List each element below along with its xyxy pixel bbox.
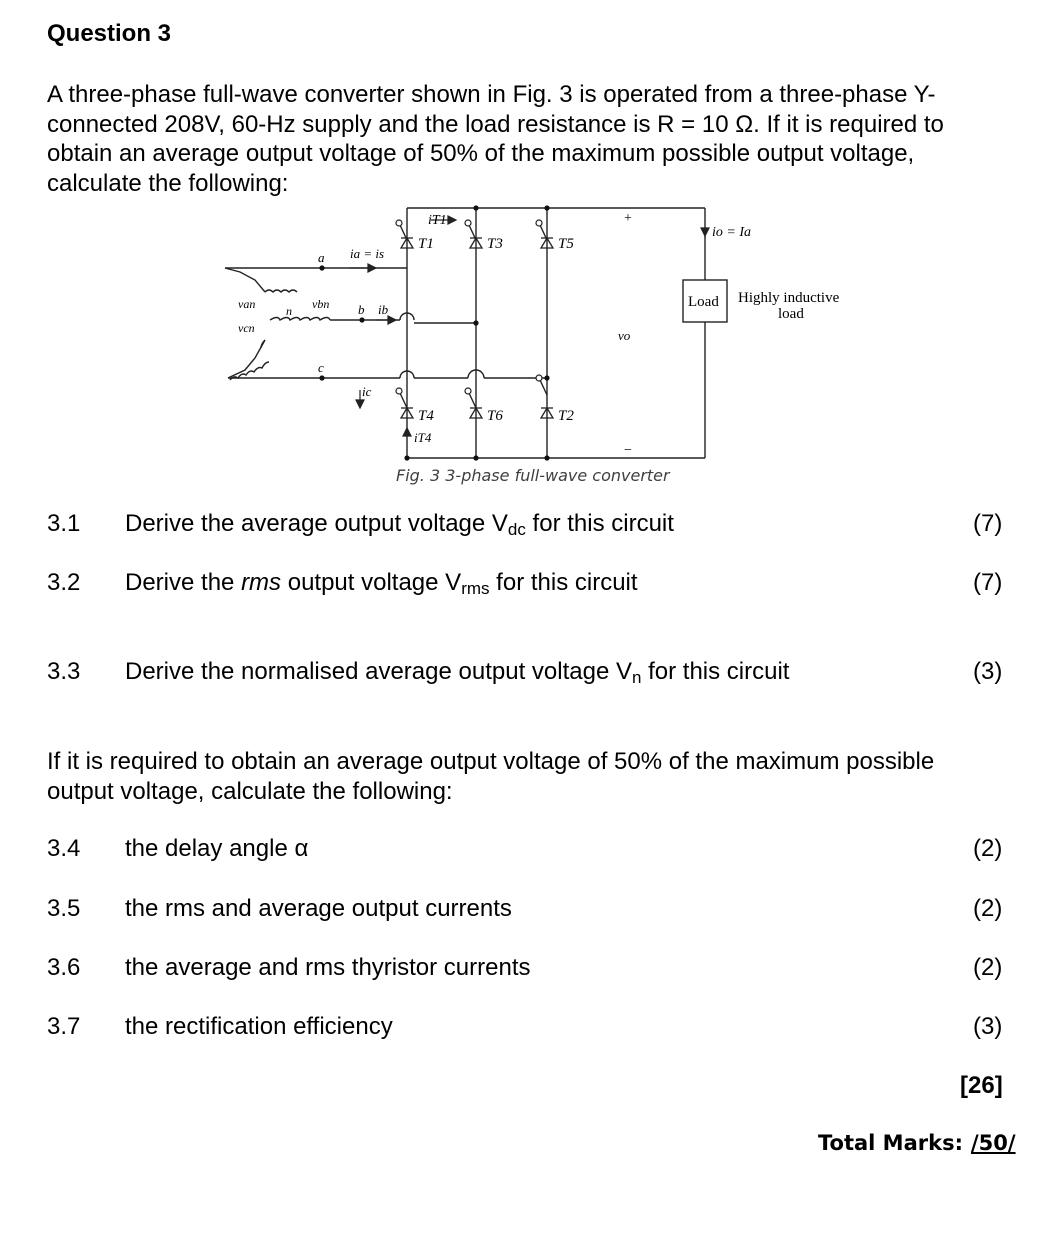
label-t2: T2 <box>558 408 574 424</box>
part-3-1-number: 3.1 <box>47 510 81 537</box>
label-vbn: vbn <box>312 297 330 311</box>
second-intro-line-1: If it is required to obtain an average output voltage of 50% of the maximum possible <box>47 748 935 775</box>
label-t6: T6 <box>487 408 503 424</box>
load-description-2: load <box>778 306 804 322</box>
label-it4: iT4 <box>414 430 432 445</box>
total-marks <box>818 1131 1016 1155</box>
section-total: [26] <box>960 1072 1003 1099</box>
part-3-7-number: 3.7 <box>47 1013 81 1040</box>
label-minus: − <box>624 443 632 458</box>
question-intro <box>47 80 1057 198</box>
label-plus: + <box>624 211 632 226</box>
label-node-a: a <box>318 250 325 265</box>
load-description-1: Highly inductive <box>738 290 840 306</box>
label-node-c: c <box>318 360 324 375</box>
part-3-3-text: Derive the normalised average output voltage $V_n$ for this circuit <box>125 658 790 687</box>
intro-line-4: calculate the following: <box>47 169 289 197</box>
part-3-4-text: the delay angle α <box>125 835 309 862</box>
part-3-3-number: 3.3 <box>47 658 81 685</box>
part-3-6-text: the average and rms thyristor currents <box>125 954 531 981</box>
question-title: Question 3 <box>47 20 172 47</box>
label-t4: T4 <box>418 408 434 424</box>
part-3-4-marks: (2) <box>973 835 1003 862</box>
figure-caption: Fig. 3 3-phase full-wave converter <box>396 466 670 485</box>
label-vo: vo <box>618 328 631 343</box>
part-3-7-marks: (3) <box>973 1013 1003 1040</box>
second-intro <box>47 747 1057 806</box>
label-it1: iT1 <box>428 213 447 228</box>
label-io: io = Ia <box>712 225 751 240</box>
part-3-6-marks: (2) <box>973 954 1003 981</box>
label-ia: ia = is <box>350 246 385 261</box>
part-3-7-text: the rectification efficiency <box>125 1013 393 1040</box>
label-van: van <box>238 297 256 311</box>
part-3-6-number: 3.6 <box>47 954 81 981</box>
part-3-1-text: Derive the average output voltage $V_{dc}$ for this circuit <box>125 510 674 539</box>
second-intro-line-2: output voltage, calculate the following: <box>47 777 453 805</box>
label-vcn: vcn <box>238 321 255 335</box>
total-marks-label: Total Marks: <box>818 1131 963 1155</box>
converter-circuit-diagram <box>200 200 900 465</box>
label-node-b: b <box>358 302 365 317</box>
part-3-5-number: 3.5 <box>47 895 81 922</box>
part-3-2-number: 3.2 <box>47 569 81 596</box>
part-3-2-text: Derive the rms output voltage $V_{rms}$ for this circuit <box>125 569 638 598</box>
intro-line-3: obtain an average output voltage of 50% of the maximum possible output voltage, <box>47 140 915 167</box>
label-ib: ib <box>378 302 389 317</box>
label-ic: ic <box>362 384 372 399</box>
part-3-4-number: 3.4 <box>47 835 81 862</box>
part-3-3-marks: (3) <box>973 658 1003 685</box>
part-3-2-marks: (7) <box>973 569 1003 596</box>
intro-line-1: A three-phase full-wave converter shown in Fig. 3 is operated from a three-phase Y- <box>47 81 936 108</box>
total-marks-value: /50/ <box>970 1131 1016 1155</box>
part-3-5-marks: (2) <box>973 895 1003 922</box>
part-3-1-marks: (7) <box>973 510 1003 537</box>
label-t1: T1 <box>418 236 434 252</box>
label-node-n: n <box>286 304 292 318</box>
label-t3: T3 <box>487 236 503 252</box>
intro-line-2: connected 208V, 60-Hz supply and the load resistance is R = 10 Ω. If it is required to <box>47 110 944 138</box>
part-3-5-text: the rms and average output currents <box>125 895 512 922</box>
label-t5: T5 <box>558 236 574 252</box>
load-box-label: Load <box>688 294 719 310</box>
